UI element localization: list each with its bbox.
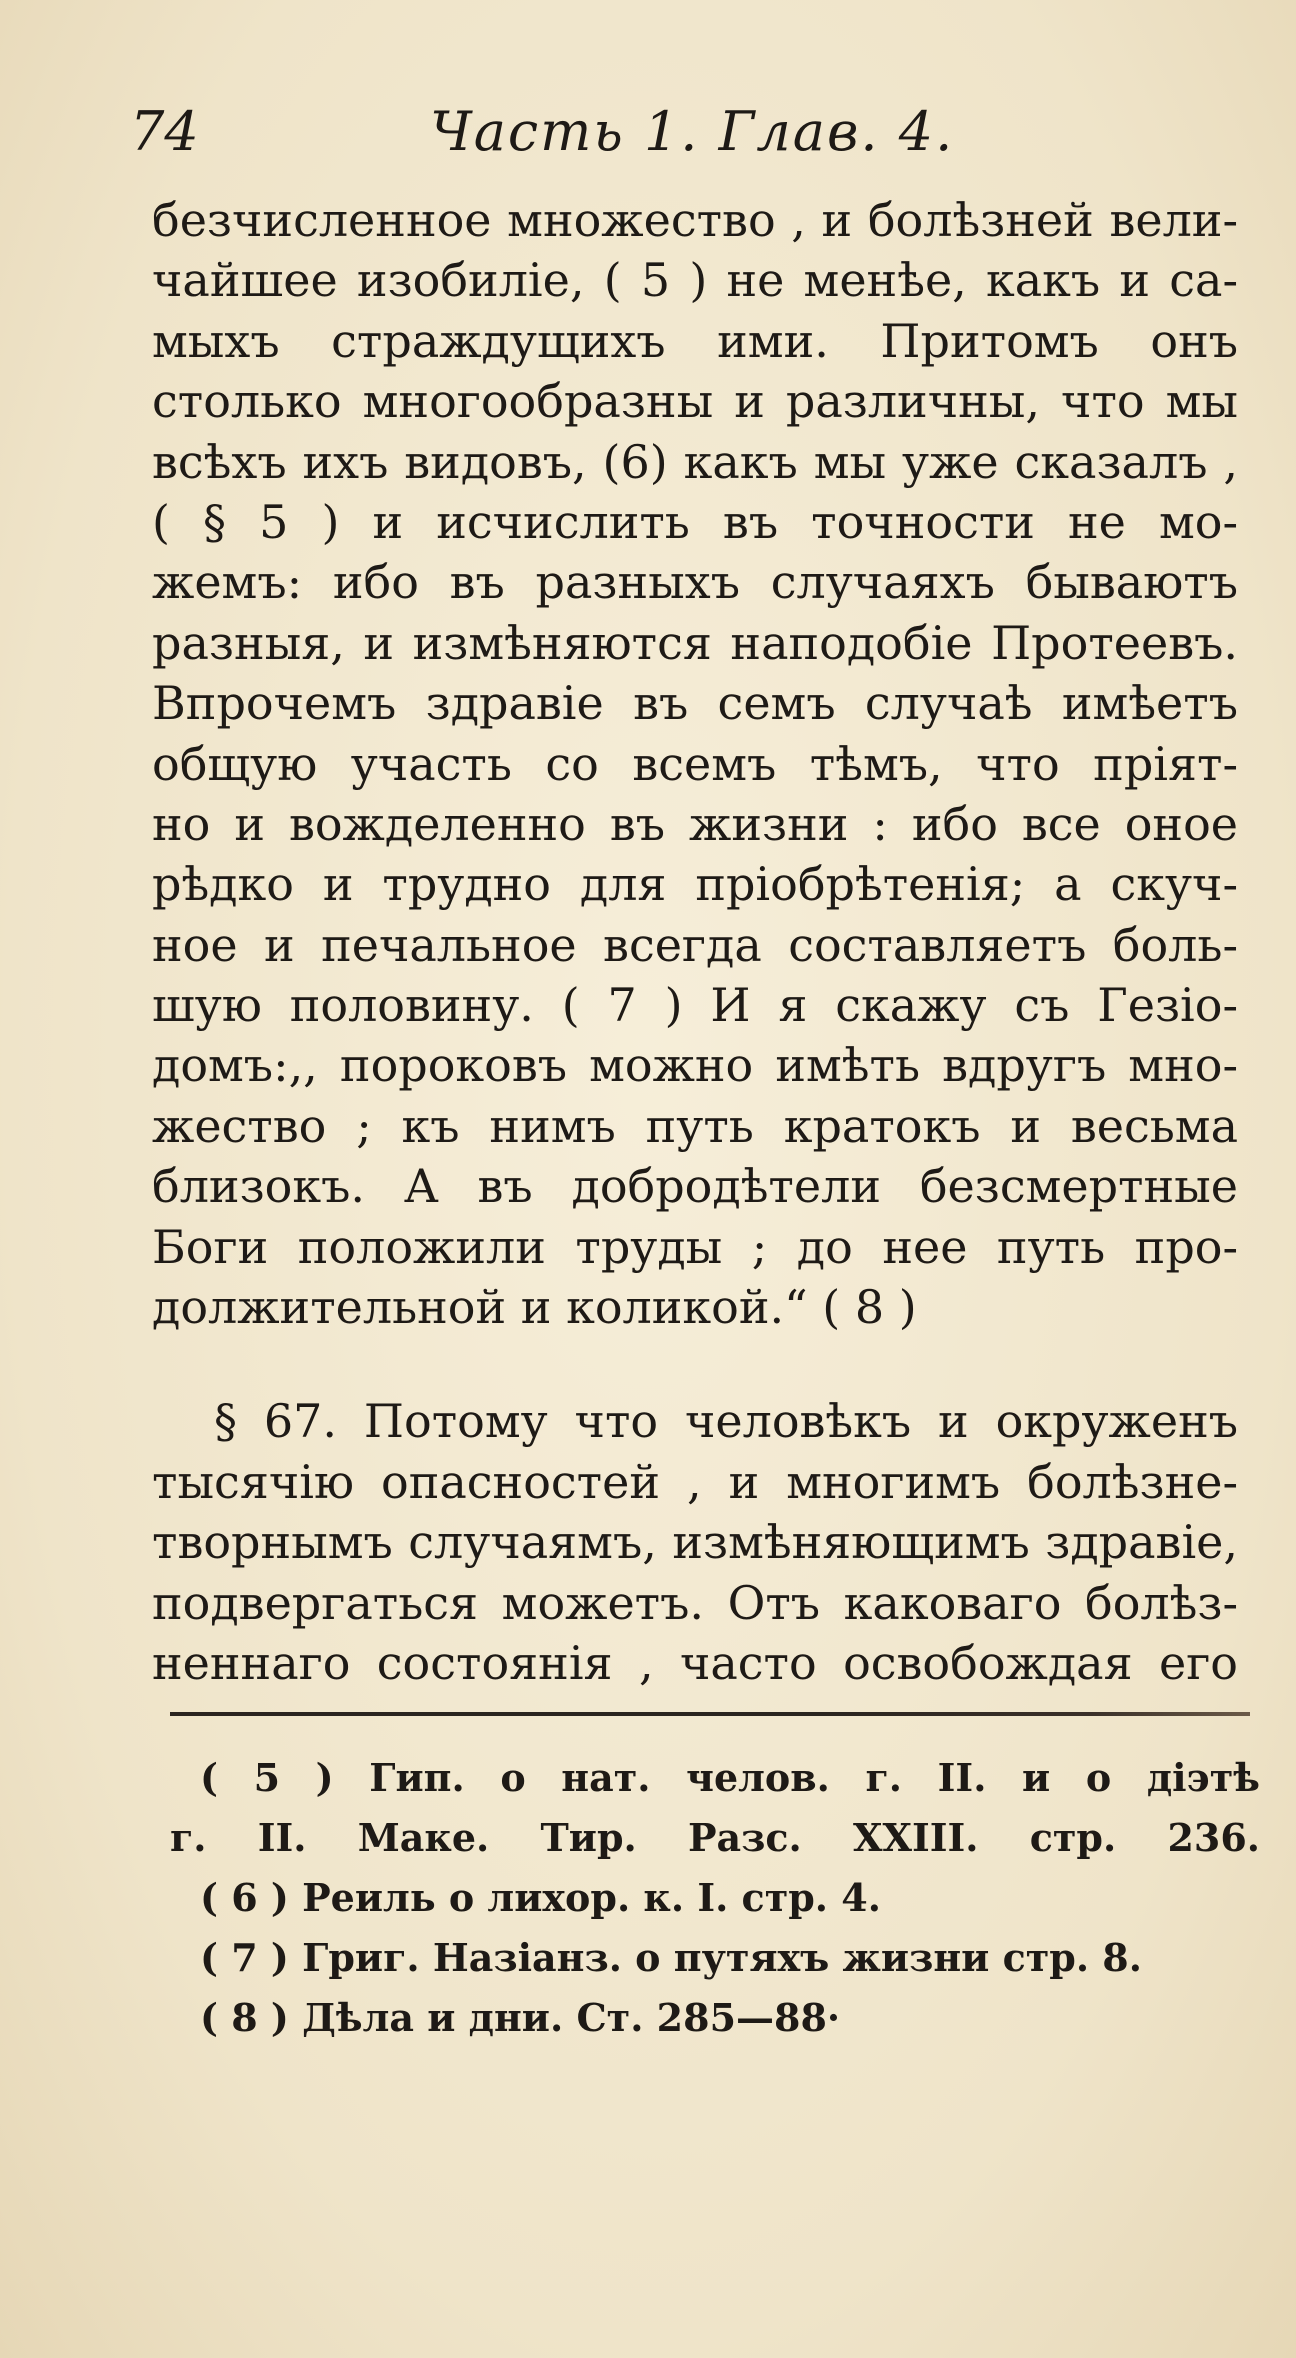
footnote-8: ( 8 ) Дѣла и дни. Ст. 285—88· bbox=[200, 1995, 841, 2040]
text-line: столько многообразны и различны, что мы bbox=[152, 374, 1238, 429]
text-line: близокъ. А въ добродѣтели безсмертные bbox=[152, 1159, 1238, 1214]
text-line: всѣхъ ихъ видовъ, (6) какъ мы уже сказалъ , bbox=[152, 434, 1238, 489]
page-number: 74 bbox=[130, 100, 199, 163]
text-line: тысячію опасностей , и многимъ болѣзне- bbox=[152, 1454, 1238, 1509]
paragraph-gap bbox=[152, 1337, 1238, 1391]
text-line: подвергаться можетъ. Отъ каковаго болѣз- bbox=[152, 1575, 1238, 1630]
text-line: должительной и коликой.“ ( 8 ) bbox=[152, 1280, 917, 1335]
text-line: мыхъ страждущихъ ими. Притомъ онъ bbox=[152, 313, 1238, 368]
text-line: ное и печальное всегда составляетъ боль- bbox=[152, 917, 1238, 972]
text-line: чайшее изобиліе, ( 5 ) не менѣе, какъ и са- bbox=[152, 253, 1238, 308]
main-text bbox=[152, 190, 1238, 1693]
footnote-7: ( 7 ) Григ. Назіанз. о путяхъ жизни стр. 8. bbox=[200, 1935, 1142, 1980]
page-header bbox=[130, 100, 1170, 180]
text-line: ( § 5 ) и исчислить въ точности не мо- bbox=[152, 494, 1238, 549]
text-line: рѣдко и трудно для пріобрѣтенія; а скуч- bbox=[152, 857, 1238, 912]
footnote-6: ( 6 ) Реиль о лихор. к. I. стр. 4. bbox=[200, 1875, 881, 1920]
text-line: общую участь со всемъ тѣмъ, что пріят- bbox=[152, 736, 1238, 791]
footnotes bbox=[170, 1748, 1260, 2048]
text-line: Боги положили труды ; до нее путь про- bbox=[152, 1219, 1238, 1274]
text-line: Впрочемъ здравіе въ семъ случаѣ имѣетъ bbox=[152, 676, 1238, 731]
footnote-5: ( 5 ) Гип. о нат. челов. г. II. и о діэтѣ bbox=[200, 1755, 1260, 1800]
footnote-rule bbox=[170, 1712, 1250, 1716]
text-line: разныя, и измѣняются наподобіе Протеевъ. bbox=[152, 615, 1238, 670]
text-line: неннаго состоянія , часто освобождая его bbox=[152, 1635, 1238, 1690]
text-line: безчисленное множество , и болѣзней вели- bbox=[152, 193, 1238, 247]
text-line: творнымъ случаямъ, измѣняющимъ здравіе, bbox=[152, 1515, 1238, 1570]
footnote-5-continued: г. II. Маке. Тир. Разс. XXIII. стр. 236. bbox=[170, 1815, 1260, 1860]
text-line: жество ; къ нимъ путь кратокъ и весьма bbox=[152, 1098, 1238, 1153]
text-line: домъ:,, пороковъ можно имѣть вдругъ мно- bbox=[152, 1038, 1238, 1093]
running-head: Часть 1. Глав. 4. bbox=[430, 100, 955, 163]
text-line: жемъ: ибо въ разныхъ случаяхъ бываютъ bbox=[152, 555, 1238, 610]
paragraph-start: § 67. Потому что человѣкъ и окруженъ bbox=[214, 1394, 1238, 1449]
text-line: шую половину. ( 7 ) И я скажу съ Гезіо- bbox=[152, 978, 1238, 1033]
text-line: но и вожделенно въ жизни : ибо все оное bbox=[152, 796, 1238, 851]
